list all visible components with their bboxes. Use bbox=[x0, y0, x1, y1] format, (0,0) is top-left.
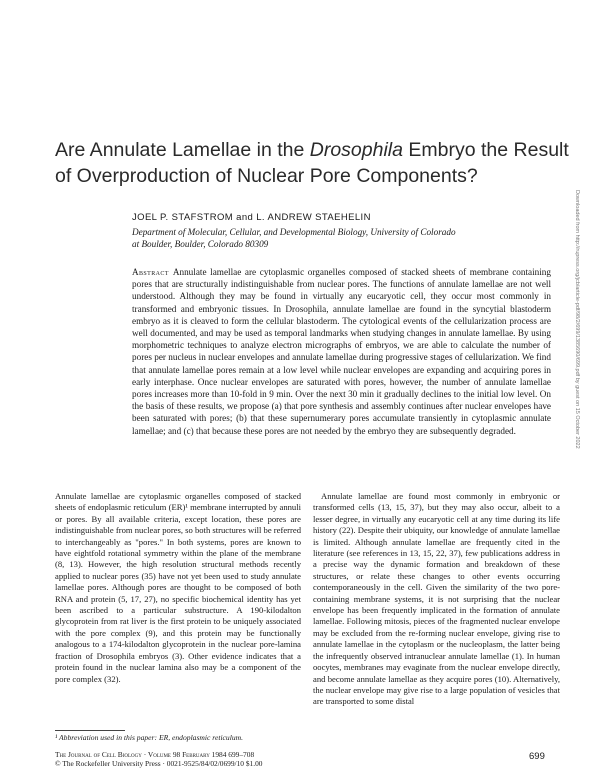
author-list: JOEL P. STAFSTROM and L. ANDREW STAEHELIN bbox=[132, 212, 371, 223]
affiliation: Department of Molecular, Cellular, and Developmental Biology, University of Colorado at Boulder, Boulder, Colorado 80309 bbox=[132, 227, 456, 249]
article-title bbox=[55, 137, 569, 189]
body-column-right: Annulate lamellae are found most commonly in embryonic or transformed cells (13, 15, 37), but they may also occur, albeit to a lesser degree, in virtually any eucaryotic cell at any time during its life history (22). Despite their ubiquity, our knowledge of annulate lamellae is limited. Although annulate lamellae are frequently cited in the literature (see references in 13, 15, 22, 37), few publications address in a precise way the dynamic formation and breakdown of these structures, or relate these changes to other events occurring contemporaneously in the cell. Given the similarity of the two pore-containing membrane systems, it is not surprising that the nuclear envelope has been frequently implicated in the formation of annulate lamellae. Following mitosis, pieces of the fragmented nuclear envelope may be excluded from the re-forming nuclear envelope, giving rise to annulate lamellae in the cytoplasm or the nucleoplasm, the latter being the infrequently observed intranuclear annulate lamellae (1). In human oocytes, membranes may evaginate from the nuclear envelope directly, and become annulate lamellae as they acquire pores (10). Alternatively, the nuclear envelope may give rise to a large population of vesicles that are transported to some distal bbox=[313, 491, 560, 707]
abstract bbox=[132, 266, 551, 437]
journal-copyright: © The Rockefeller University Press · 0021-9525/84/02/0699/10 $1.00 bbox=[55, 759, 263, 769]
title-line-2: of Overproduction of Nuclear Pore Components? bbox=[55, 165, 478, 187]
title-line-1: Are Annulate Lamellae in the Drosophila Embryo the Result bbox=[55, 139, 569, 161]
abstract-label: Abstract bbox=[132, 267, 169, 277]
footnote-divider bbox=[55, 730, 125, 731]
download-watermark: Downloaded from http://rupress.org/jcb/article-pdf/98/2/699/1385690/699.pdf by guest on 15 October 2022 bbox=[574, 190, 580, 449]
footnote: ¹ Abbreviation used in this paper: ER, endoplasmic reticulum. bbox=[55, 733, 244, 742]
journal-info bbox=[55, 750, 355, 769]
body-column-left: Annulate lamellae are cytoplasmic organelles composed of stacked sheets of endoplasmic reticulum (ER)¹ membrane interrupted by annuli or pores. By all available criteria, except location, these pores are indistinguishable from nuclear pores, so both structures will be referred to interchangeably as "pores." In both systems, pores are known to have eightfold rotational symmetry within the plane of the membrane (8, 13). However, the high resolution structural methods recently applied to nuclear pores (35) have not yet been used to study annulate lamellae pores. Although pores are thought to be composed of both RNA and protein (5, 17, 27), no specific biochemical identity has yet been ascribed to a particular substructure. A 190-kilodalton glycoprotein from rat liver is the first protein to be uniquely associated with the pore complex (9), and this protein may be functionally analogous to a 174-kilodalton glycoprotein in the nuclear pore-lamina fraction of Drosophila embryos (3). Other evidence indicates that a protein found in the nuclear lamina also may be a component of the pore complex (32). bbox=[55, 491, 301, 684]
page-number: 699 bbox=[529, 751, 545, 762]
title-italic-species: Drosophila bbox=[309, 139, 403, 161]
journal-citation: The Journal of Cell Biology · Volume 98 February 1984 699–708 bbox=[55, 750, 255, 759]
abstract-text: Annulate lamellae are cytoplasmic organelles composed of stacked sheets of membrane containing pores that are structurally indistinguishable from nuclear pores. The functions of annulate lamellae are not well understood. Although they may be found in virtually any eucaryotic cell, they occur most commonly in transformed and embryonic tissues. In Drosophila, annulate lamellae are found in the syncytial blastoderm embryo as it is cleaved to form the cellular blastoderm. The cytological events of the cellularization process are well documented, and may be used as temporal landmarks when studying changes in annulate lamellae. By using morphometric techniques to analyze electron micrographs of embryos, we are able to calculate the number of pores per nucleus in nuclear envelopes and annulate lamellae during progressive stages of cellularization. We find that annulate lamellae pores remain at a low level while nuclear envelopes are expanding and acquiring pores in early interphase. Once nuclear envelopes are saturated with pores, however, the number of annulate lamellae pores increases more than 10-fold in 9 min. Over the next 30 min it gradually declines to the initial low level. On the basis of these results, we propose (a) that pore synthesis and assembly continues after nuclear envelopes have been saturated with pores; (b) that these supernumerary pores accumulate transiently in cytoplasmic annulate lamellae; and (c) that because these pores are not needed by the embryo they are subsequently degraded. bbox=[132, 267, 551, 436]
